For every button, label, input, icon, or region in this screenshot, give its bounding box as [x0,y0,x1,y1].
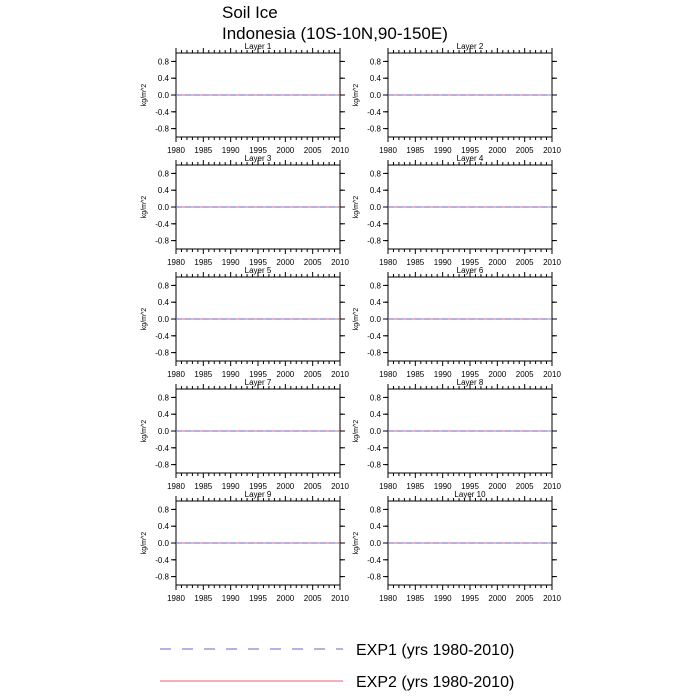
panel-4-ytick-label: 0.4 [369,186,381,196]
panel-9-xtick-label: 2010 [331,594,349,603]
panel-6-xtick-label: 2000 [488,370,507,379]
panel-9-ytick-label: -0.4 [155,555,169,565]
panel-8-ytick-label: 0.8 [369,393,381,403]
panel-7 [141,378,349,491]
panel-9-xtick-label: 1980 [167,594,185,603]
panel-3-ytick-label: 0.8 [157,169,169,179]
panel-5-xtick-label: 2005 [303,370,322,379]
panel-2-xtick-label: 2010 [543,146,561,155]
panel-5-ytick-label: 0.8 [157,281,169,291]
panel-5-xtick-label: 1990 [221,370,240,379]
panel-2-xtick-label: 2005 [515,146,534,155]
panel-8-ylabel: kg/m^2 [353,419,360,443]
panel-5-xtick-label: 1980 [167,370,185,379]
panel-3-ytick-label: -0.4 [155,219,169,229]
panel-10-xtick-label: 1985 [406,594,425,603]
panel-3-xtick-label: 2000 [276,258,295,267]
panel-2-xtick-label: 1990 [433,146,452,155]
panel-8-xtick-label: 1985 [406,482,425,491]
panel-5 [141,266,349,379]
panel-7-xtick-label: 1995 [249,482,267,491]
panel-6-xtick-label: 1985 [406,370,425,379]
panel-7-ytick-label: 0.0 [157,427,169,436]
panel-9-ytick-label: -0.8 [155,572,169,582]
panel-8-xtick-label: 2000 [488,482,507,491]
panel-8-ytick-label: -0.8 [367,460,381,470]
panel-8-ytick-label: -0.4 [367,443,381,453]
panel-6-ytick-label: 0.0 [369,315,381,324]
panel-1 [141,42,349,155]
panel-4-ytick-label: -0.8 [367,236,381,246]
panel-3-xtick-label: 1990 [221,258,240,267]
panel-6-ytick-label: 0.8 [369,281,381,291]
panel-6-title: Layer 6 [456,266,484,275]
panel-6-ytick-label: -0.8 [367,348,381,358]
panel-4-xtick-label: 1995 [461,258,479,267]
panel-10-ytick-label: -0.8 [367,572,381,582]
panel-4 [353,154,561,267]
panel-4-ytick-label: -0.4 [367,219,381,229]
panel-10-ytick-label: -0.4 [367,555,381,565]
panel-2-xtick-label: 2000 [488,146,507,155]
panel-5-ytick-label: 0.4 [157,298,169,308]
panel-10-xtick-label: 1980 [379,594,397,603]
panel-7-xtick-label: 2005 [303,482,322,491]
figure-title-line1: Soil Ice [222,3,278,22]
panel-10-xtick-label: 1990 [433,594,452,603]
panel-3-title: Layer 3 [244,154,272,163]
panel-6-ylabel: kg/m^2 [353,307,360,331]
panel-8-xtick-label: 1995 [461,482,479,491]
legend [160,642,514,691]
panel-5-ytick-label: -0.4 [155,331,169,341]
panel-3-xtick-label: 1985 [194,258,213,267]
panel-10-xtick-label: 2005 [515,594,534,603]
panel-2 [353,42,561,155]
panel-9-ytick-label: 0.4 [157,522,169,532]
panel-9-xtick-label: 1985 [194,594,213,603]
panel-7-xtick-label: 1985 [194,482,213,491]
panel-3-ytick-label: 0.0 [157,203,169,212]
panel-6-xtick-label: 1980 [379,370,397,379]
panel-9-title: Layer 9 [244,490,272,499]
panel-2-ytick-label: -0.4 [367,107,381,117]
panel-9-ytick-label: 0.0 [157,539,169,548]
panel-1-ytick-label: -0.4 [155,107,169,117]
panel-7-ytick-label: 0.8 [157,393,169,403]
panel-7-xtick-label: 1990 [221,482,240,491]
panel-1-ytick-label: -0.8 [155,124,169,134]
panel-2-ytick-label: -0.8 [367,124,381,134]
panel-4-xtick-label: 1980 [379,258,397,267]
panel-9-ylabel: kg/m^2 [141,531,148,555]
panel-3-xtick-label: 2010 [331,258,349,267]
panel-1-xtick-label: 1985 [194,146,213,155]
panel-1-xtick-label: 2005 [303,146,322,155]
panel-5-xtick-label: 1995 [249,370,267,379]
panel-2-title: Layer 2 [456,42,484,51]
panel-4-title: Layer 4 [456,154,484,163]
legend-label-exp2: EXP2 (yrs 1980-2010) [356,674,515,691]
panel-7-ylabel: kg/m^2 [141,419,148,443]
panel-1-xtick-label: 1995 [249,146,267,155]
panel-6-xtick-label: 2005 [515,370,534,379]
panel-6-ytick-label: -0.4 [367,331,381,341]
panel-8-xtick-label: 2010 [543,482,561,491]
panel-8-xtick-label: 1980 [379,482,397,491]
panel-4-ytick-label: 0.0 [369,203,381,212]
panel-10-xtick-label: 2000 [488,594,507,603]
panel-1-title: Layer 1 [244,42,272,51]
panel-4-ylabel: kg/m^2 [353,195,360,219]
panel-10-ylabel: kg/m^2 [353,531,360,555]
panel-10-xtick-label: 1995 [461,594,479,603]
panel-7-xtick-label: 2000 [276,482,295,491]
panel-3-xtick-label: 2005 [303,258,322,267]
panel-5-xtick-label: 2000 [276,370,295,379]
panel-1-ylabel: kg/m^2 [141,83,148,107]
panel-10-ytick-label: 0.0 [369,539,381,548]
panel-1-xtick-label: 1990 [221,146,240,155]
panel-6 [353,266,561,379]
panel-3-ytick-label: -0.8 [155,236,169,246]
panel-1-xtick-label: 2010 [331,146,349,155]
panel-grid [141,42,561,603]
panel-2-xtick-label: 1985 [406,146,425,155]
panel-3-ytick-label: 0.4 [157,186,169,196]
panel-8-xtick-label: 2005 [515,482,534,491]
panel-6-xtick-label: 2010 [543,370,561,379]
figure-title-line2: Indonesia (10S-10N,90-150E) [222,24,448,43]
panel-10-xtick-label: 2010 [543,594,561,603]
panel-5-xtick-label: 2010 [331,370,349,379]
panel-6-xtick-label: 1990 [433,370,452,379]
panel-8-ytick-label: 0.0 [369,427,381,436]
panel-2-ytick-label: 0.0 [369,91,381,100]
panel-9-xtick-label: 1995 [249,594,267,603]
panel-8-xtick-label: 1990 [433,482,452,491]
panel-4-ytick-label: 0.8 [369,169,381,179]
panel-1-ytick-label: 0.4 [157,74,169,84]
panel-4-xtick-label: 2010 [543,258,561,267]
panel-7-ytick-label: -0.4 [155,443,169,453]
panel-5-ytick-label: 0.0 [157,315,169,324]
panel-7-xtick-label: 2010 [331,482,349,491]
panel-8-ytick-label: 0.4 [369,410,381,420]
panel-5-ytick-label: -0.8 [155,348,169,358]
legend-label-exp1: EXP1 (yrs 1980-2010) [356,642,515,659]
panel-4-xtick-label: 2000 [488,258,507,267]
panel-4-xtick-label: 1990 [433,258,452,267]
panel-3-ylabel: kg/m^2 [141,195,148,219]
panel-10-title: Layer 10 [454,490,486,499]
panel-9-xtick-label: 2000 [276,594,295,603]
panel-7-ytick-label: -0.8 [155,460,169,470]
panel-9 [141,490,349,603]
panel-9-xtick-label: 2005 [303,594,322,603]
panel-7-xtick-label: 1980 [167,482,185,491]
panel-6-ytick-label: 0.4 [369,298,381,308]
panel-8 [353,378,561,491]
panel-2-ylabel: kg/m^2 [353,83,360,107]
panel-4-xtick-label: 2005 [515,258,534,267]
panel-10 [353,490,561,603]
panel-2-ytick-label: 0.4 [369,74,381,84]
panel-7-title: Layer 7 [244,378,272,387]
panel-5-title: Layer 5 [244,266,272,275]
panel-4-xtick-label: 1985 [406,258,425,267]
panel-8-title: Layer 8 [456,378,484,387]
panel-5-ylabel: kg/m^2 [141,307,148,331]
panel-3-xtick-label: 1995 [249,258,267,267]
panel-6-xtick-label: 1995 [461,370,479,379]
panel-3 [141,154,349,267]
panel-10-ytick-label: 0.8 [369,505,381,515]
panel-10-ytick-label: 0.4 [369,522,381,532]
panel-1-xtick-label: 2000 [276,146,295,155]
panel-1-ytick-label: 0.8 [157,57,169,67]
panel-1-ytick-label: 0.0 [157,91,169,100]
panel-2-xtick-label: 1995 [461,146,479,155]
panel-3-xtick-label: 1980 [167,258,185,267]
panel-2-xtick-label: 1980 [379,146,397,155]
panel-9-ytick-label: 0.8 [157,505,169,515]
panel-2-ytick-label: 0.8 [369,57,381,67]
panel-7-ytick-label: 0.4 [157,410,169,420]
panel-5-xtick-label: 1985 [194,370,213,379]
panel-1-xtick-label: 1980 [167,146,185,155]
panel-9-xtick-label: 1990 [221,594,240,603]
